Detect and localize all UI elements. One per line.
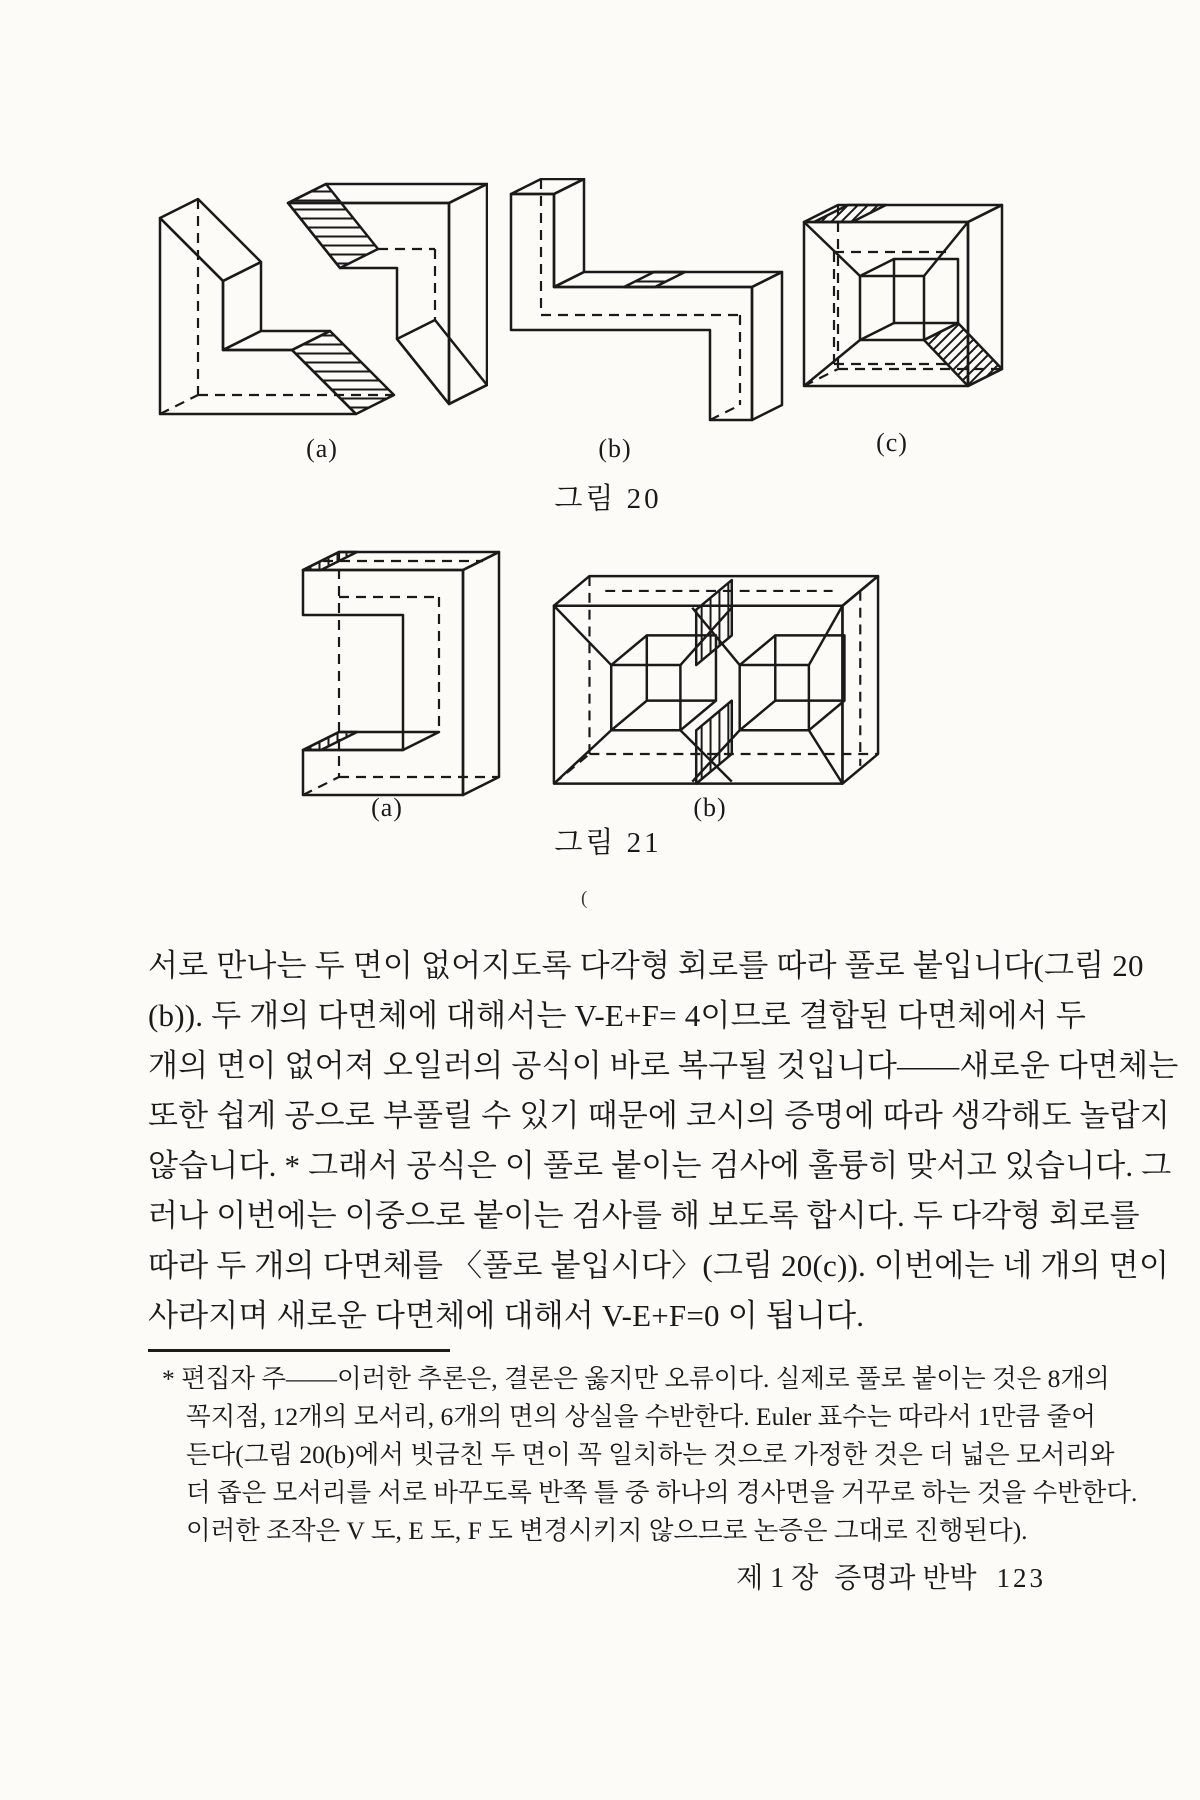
body-line: (b)). 두 개의 다면체에 대해서는 V-E+F= 4이므로 결합된 다면체에서 두 [148,998,1087,1033]
body-paragraph [148,941,1179,1341]
body-line: 또한 쉽게 공으로 부풀릴 수 있기 때문에 코시의 증명에 따라 생각해도 놀랍지 [148,1098,1170,1133]
footnote-separator-rule [148,1349,450,1352]
footnote-line: 이러한 조작은 V 도, E 도, F 도 변경시키지 않으므로 논증은 그대로 진행된다). [186,1516,1028,1545]
page-footer [148,1556,1046,1596]
figure-20a-label: (a) [306,434,338,463]
figure-20b-label: (b) [598,434,632,463]
figure-20-caption: 그림 20 [554,483,662,515]
footnote-line: 든다(그림 20(b)에서 빗금친 두 면이 꼭 일치하는 것으로 가정한 것은 더 넓은 모서리와 [186,1440,1115,1469]
body-line: 따라 두 개의 다면체를 〈풀로 붙입시다〉(그림 20(c)). 이번에는 네 개의 면이 [148,1248,1170,1283]
figure-20c-drawing [800,188,1025,403]
body-line: 개의 면이 없어져 오일러의 공식이 바로 복구될 것입니다——새로운 다면체는 [148,1048,1179,1083]
figure-21b-label: (b) [693,793,727,822]
figure-21a-drawing [297,550,507,800]
figure-21b-drawing [546,546,882,792]
footnote-line: 더 좁은 모서리를 서로 바꾸도록 반쪽 틀 중 하나의 경사면을 거꾸로 하는 것을 수반한다. [186,1478,1138,1507]
footnote-line: 꼭지점, 12개의 모서리, 6개의 면의 상실을 수반한다. Euler 표수는 따라서 1만큼 줄어 [186,1402,1096,1431]
editor-footnote [148,1360,1138,1550]
figure-21a-label: (a) [371,793,403,822]
body-line: 서로 만나는 두 면이 없어지도록 다각형 회로를 따라 풀로 붙입니다(그림 20 [148,948,1144,983]
footer-page-number: 123 [996,1563,1046,1593]
figure-20a-drawing [148,178,488,438]
body-line: 사라지며 새로운 다면체에 대해서 V-E+F=0 이 됩니다. [148,1298,865,1333]
footnote-line: * 편집자 주——이러한 추론은, 결론은 옳지만 오류이다. 실제로 풀로 붙이는 것은 8개의 [162,1364,1110,1393]
figure-20b-drawing [495,178,795,438]
body-line: 러나 이번에는 이중으로 붙이는 검사를 해 보도록 합시다. 두 다각형 회로를 [148,1198,1140,1233]
scan-artifact-mark: ( [581,888,588,909]
figure-20c-label: (c) [876,428,908,457]
footer-chapter: 제 1 장 [736,1563,819,1594]
body-line: 않습니다. * 그래서 공식은 이 풀로 붙이는 검사에 훌륭히 맞서고 있습니다. 그 [148,1148,1172,1183]
footer-section-title: 증명과 반박 [834,1563,977,1594]
figure-21-caption: 그림 21 [554,827,662,859]
